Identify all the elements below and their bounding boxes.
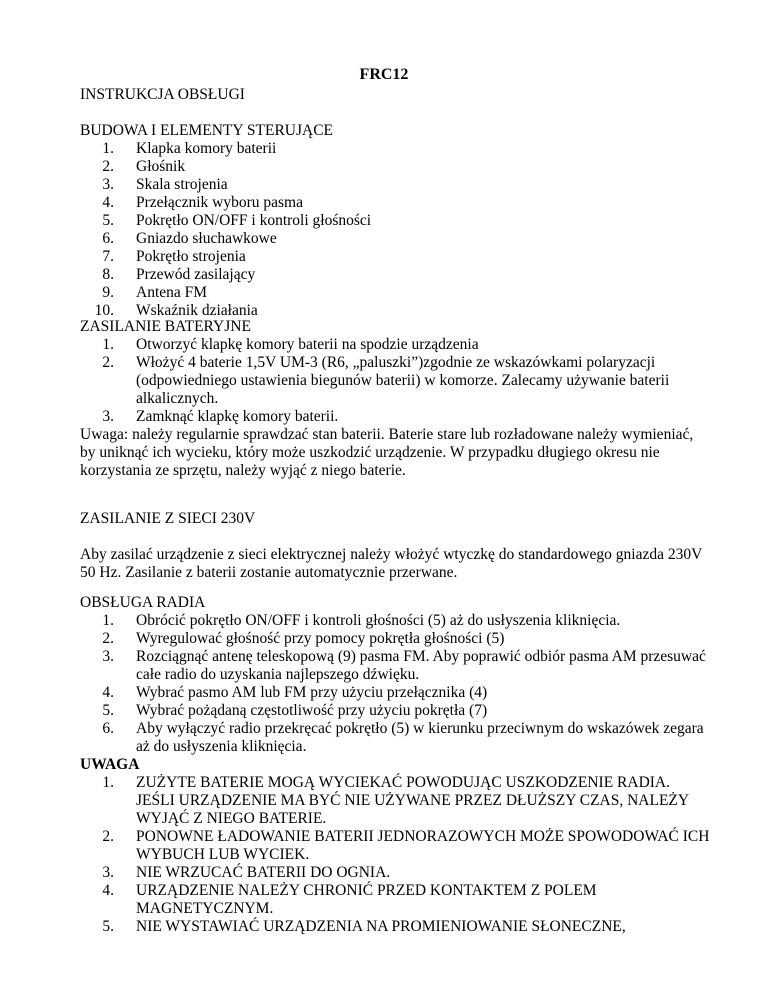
list-item: 1. Obrócić pokrętło ON/OFF i kontroli głośności (5) aż do usłyszenia kliknięcia. (102, 612, 621, 629)
list-item-continuation: (odpowiedniego ustawienia biegunów baterii) w komorze. Zalecamy używanie baterii (136, 372, 670, 389)
list-item: 10. Wskaźnik działania (94, 302, 258, 319)
section-heading: UWAGA (80, 756, 140, 773)
list-item: 1. ZUŻYTE BATERIE MOGĄ WYCIEKAĆ POWODUJĄC USZKODZENIE RADIA. (102, 774, 670, 791)
list-item: 5. Pokrętło ON/OFF i kontroli głośności (102, 212, 372, 229)
section-zasilanie-sieci (80, 510, 720, 528)
list-item: 5. Wybrać pożądaną częstotliwość przy użyciu pokrętła (7) (102, 702, 488, 719)
section-heading: ZASILANIE BATERYJNE (80, 318, 251, 335)
list-item: 4. Wybrać pasmo AM lub FM przy użyciu przełącznika (4) (102, 684, 488, 701)
document-subtitle (80, 86, 720, 104)
section-heading: ZASILANIE Z SIECI 230V (80, 510, 256, 527)
section-uwaga (80, 756, 720, 936)
list-item-continuation: WYJĄĆ Z NIEGO BATERIE. (136, 810, 327, 827)
list-item: 3. Zamknąć klapkę komory baterii. (102, 408, 339, 425)
list-item-continuation: MAGNETYCZNYM. (136, 900, 274, 917)
list-item: 1. Klapka komory baterii (102, 140, 277, 157)
list-item: 2. Wyregulować głośność przy pomocy pokrętła głośności (5) (102, 630, 505, 647)
list-item: 2. Włożyć 4 baterie 1,5V UM-3 (R6, „paluszki”)zgodnie ze wskazówkami polaryzacji (102, 354, 656, 371)
list-item: 6. Aby wyłączyć radio przekręcać pokrętło (5) w kierunku przeciwnym do wskazówek zegara (102, 720, 704, 737)
note-paragraph: Uwaga: należy regularnie sprawdzać stan baterii. Baterie stare lub rozładowane należy wymieniać, by uniknąć ich wycieku, który może uszkodzić urządzenie. W przypadku długiego okresu nie korzystania ze sprzętu, należy wyjąć z niego baterie. (80, 426, 694, 479)
list-item: 1. Otworzyć klapkę komory baterii na spodzie urządzenia (102, 336, 479, 353)
section-budowa (80, 122, 720, 320)
subtitle-text: INSTRUKCJA OBSŁUGI (80, 86, 245, 103)
list-item: 8. Przewód zasilający (102, 266, 256, 283)
list-item: 3. NIE WRZUCAĆ BATERII DO OGNIA. (102, 864, 391, 881)
list-item: 2. PONOWNE ŁADOWANIE BATERII JEDNORAZOWYCH MOŻE SPOWODOWAĆ ICH (102, 828, 710, 845)
list-item: 3. Rozciągnąć antenę teleskopową (9) pasma FM. Aby poprawić odbiór pasma AM przesuwać (102, 648, 706, 665)
section-heading: BUDOWA I ELEMENTY STERUJĄCE (80, 122, 334, 139)
list-item-continuation: alkalicznych. (136, 390, 219, 407)
list-item: 5. NIE WYSTAWIAĆ URZĄDZENIA NA PROMIENIOWANIE SŁONECZNE, (102, 918, 626, 935)
section-zasilanie-bateryjne (80, 318, 720, 426)
section-obsluga-radia (80, 594, 720, 756)
list-item: 4. Przełącznik wyboru pasma (102, 194, 303, 211)
list-item-continuation: całe radio do uzyskania najlepszego dźwięku. (136, 666, 420, 683)
list-item-continuation: WYBUCH LUB WYCIEK. (136, 846, 310, 863)
section-heading: OBSŁUGA RADIA (80, 594, 206, 611)
list-item: 2. Głośnik (102, 158, 186, 175)
zasilanie-sieci-paragraph: Aby zasilać urządzenie z sieci elektrycznej należy włożyć wtyczkę do standardowego gniazda 230V 50 Hz. Zasilanie z baterii zostanie automatycznie przerwane. (80, 546, 703, 581)
list-item: 9. Antena FM (102, 284, 208, 301)
list-item: 3. Skala strojenia (102, 176, 228, 193)
list-item: 4. URZĄDZENIE NALEŻY CHRONIĆ PRZED KONTAKTEM Z POLEM (102, 882, 597, 899)
document-title: FRC12 (359, 66, 409, 83)
list-item-continuation: aż do usłyszenia kliknięcia. (136, 738, 307, 755)
list-item: 7. Pokrętło strojenia (102, 248, 246, 265)
list-item: 6. Gniazdo słuchawkowe (102, 230, 277, 247)
list-item-continuation: JEŚLI URZĄDZENIE MA BYĆ NIE UŻYWANE PRZEZ DŁUŻSZY CZAS, NALEŻY (136, 792, 690, 809)
